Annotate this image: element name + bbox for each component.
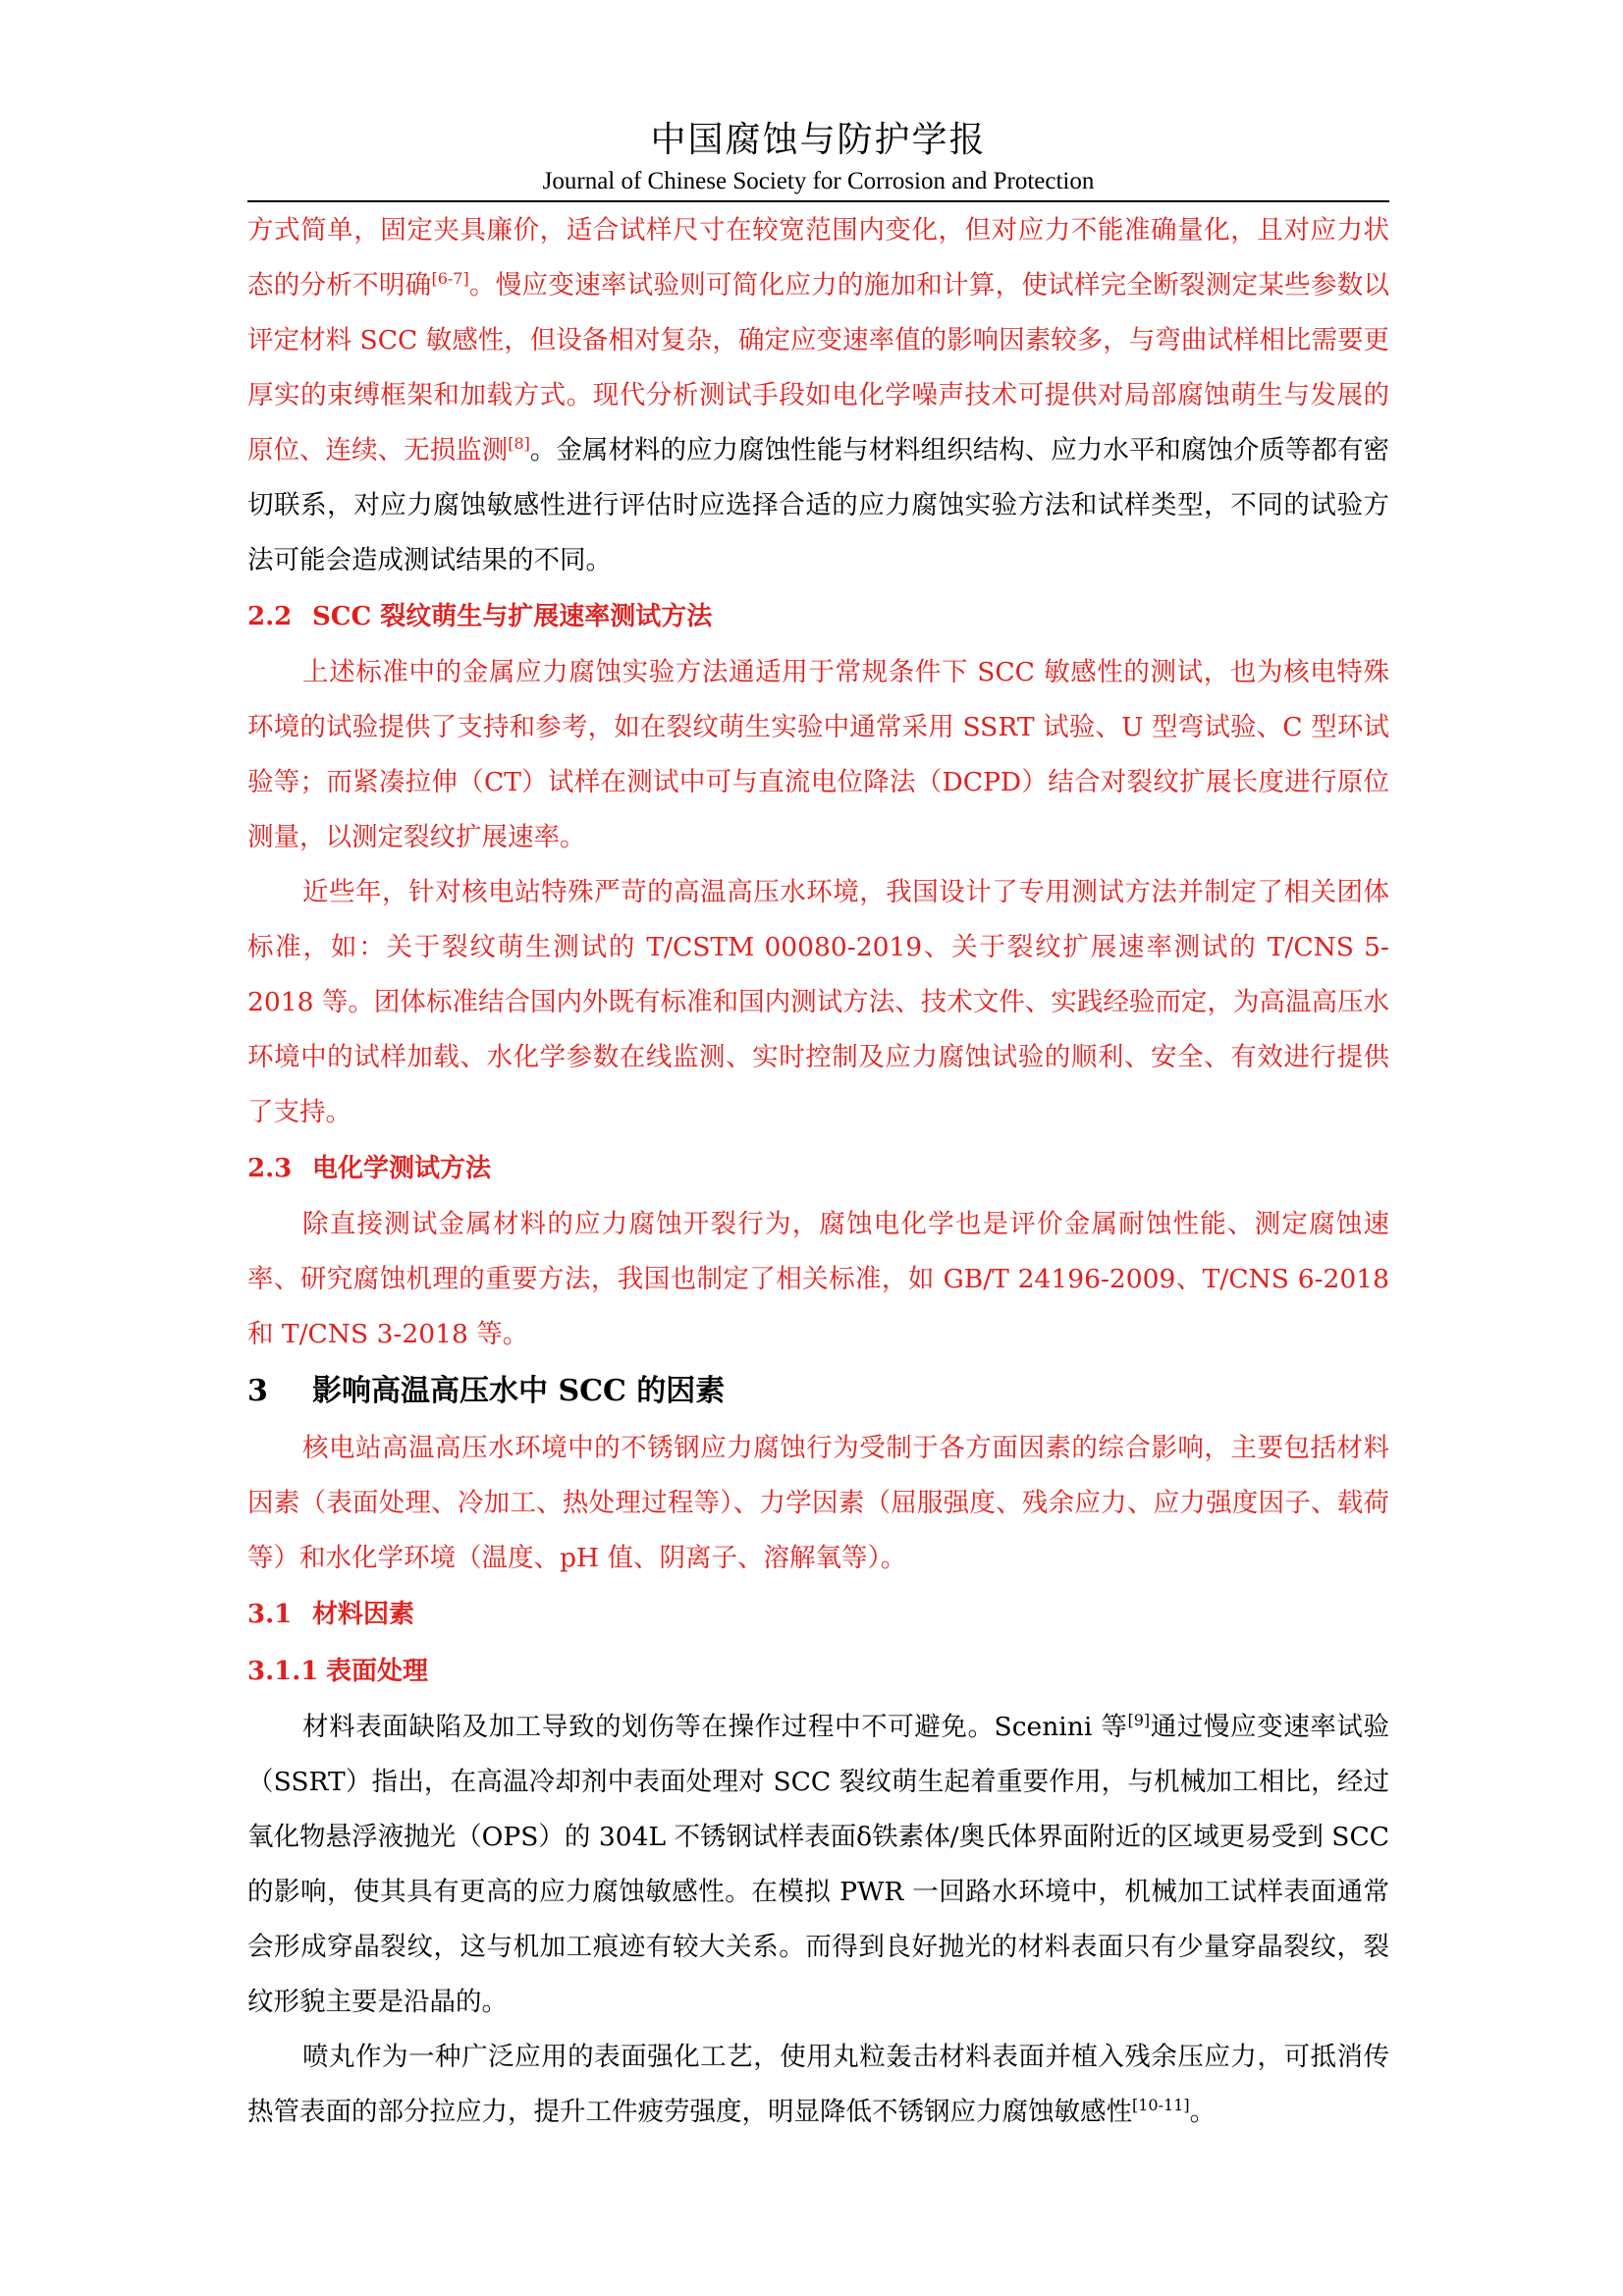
section-heading-2-3: 2.3 电化学测试方法: [247, 1154, 492, 1183]
paragraph: 除直接测试金属材料的应力腐蚀开裂行为，腐蚀电化学也是评价金属耐蚀性能、测定腐蚀速率、研究腐蚀机理的重要方法，我国也制定了相关标准，如 GB/T 24196-2009、T/CNS 6-2018 和 T/CNS 3-2018 等。: [247, 1209, 1389, 1349]
paragraph: 上述标准中的金属应力腐蚀实验方法通适用于常规条件下 SCC 敏感性的测试，也为核电特殊环境的试验提供了支持和参考，如在裂纹萌生实验中通常采用 SSRT 试验、U 型弯试验、C 型环试验等；而紧凑拉伸（CT）试样在测试中可与直流电位降法（DCPD）结合对裂纹扩展长度进行原位测量，以测定裂纹扩展速率。: [247, 657, 1389, 852]
paragraph-continued: 方式简单，固定夹具廉价，适合试样尺寸在较宽范围内变化，但对应力不能准确量化，且对应力状态的分析不明确[6-7]。慢应变速率试验则可简化应力的施加和计算，使试样完全断裂测定某些参数以评定材料 SCC 敏感性，但设备相对复杂，确定应变速率值的影响因素较多，与弯曲试样相比需要更厚实的束缚框架和加载方式。现代分析测试手段如电化学噪声技术可提供对局部腐蚀萌生与发展的原位、连续、无损监测[8]。金属材料的应力腐蚀性能与材料组织结构、应力水平和腐蚀介质等都有密切联系，对应力腐蚀敏感性进行评估时应选择合适的应力腐蚀实验方法和试样类型，不同的试验方法可能会造成测试结果的不同。: [247, 215, 1390, 575]
citation: [9]: [1127, 1711, 1151, 1730]
paragraph: 核电站高温高压水环境中的不锈钢应力腐蚀行为受制于各方面因素的综合影响，主要包括材料因素（表面处理、冷加工、热处理过程等）、力学因素（屈服强度、残余应力、应力强度因子、载荷等）和水化学环境（温度、pH 值、阴离子、溶解氧等）。: [247, 1433, 1389, 1573]
article-body: [247, 203, 1389, 2140]
citation: [10-11]: [1132, 2096, 1190, 2115]
section-heading-2-2: 2.2 SCC 裂纹萌生与扩展速率测试方法: [247, 602, 713, 631]
header-rule: [247, 200, 1389, 202]
paragraph: 喷丸作为一种广泛应用的表面强化工艺，使用丸粒轰击材料表面并植入残余压应力，可抵消传热管表面的部分拉应力，提升工件疲劳强度，明显降低不锈钢应力腐蚀敏感性[10-11]。: [247, 2042, 1389, 2127]
section-heading-3-1: 3.1 材料因素: [247, 1600, 415, 1629]
journal-header: [247, 116, 1389, 198]
section-heading-3: 3 影响高温高压水中 SCC 的因素: [247, 1374, 726, 1408]
citation: [8]: [508, 434, 530, 454]
section-heading-3-1-1: 3.1.1 表面处理: [247, 1657, 429, 1686]
journal-title-en: Journal of Chinese Society for Corrosion and Protection: [542, 168, 1095, 194]
paragraph: 材料表面缺陷及加工导致的划伤等在操作过程中不可避免。Scenini 等[9]通过慢应变速率试验（SSRT）指出，在高温冷却剂中表面处理对 SCC 裂纹萌生起着重要作用，与机械加工相比，经过氧化物悬浮液抛光（OPS）的 304L 不锈钢试样表面δ铁素体/奥氏体界面附近的区域更易受到 SCC 的影响，使其具有更高的应力腐蚀敏感性。在模拟 PWR 一回路水环境中，机械加工试样表面通常会形成穿晶裂纹，这与机加工痕迹有较大关系。而得到良好抛光的材料表面只有少量穿晶裂纹，裂纹形貌主要是沿晶的。: [247, 1711, 1390, 2017]
paragraph: 近些年，针对核电站特殊严苛的高温高压水环境，我国设计了专用测试方法并制定了相关团体标准，如：关于裂纹萌生测试的 T/CSTM 00080-2019、关于裂纹扩展速率测试的 T/CNS 5-2018 等。团体标准结合国内外既有标准和国内测试方法、技术文件、实践经验而定，为高温高压水环境中的试样加载、水化学参数在线监测、实时控制及应力腐蚀试验的顺利、安全、有效进行提供了支持。: [247, 877, 1389, 1127]
journal-title-cn: 中国腐蚀与防护学报: [650, 120, 987, 160]
citation: [6-7]: [431, 269, 469, 289]
